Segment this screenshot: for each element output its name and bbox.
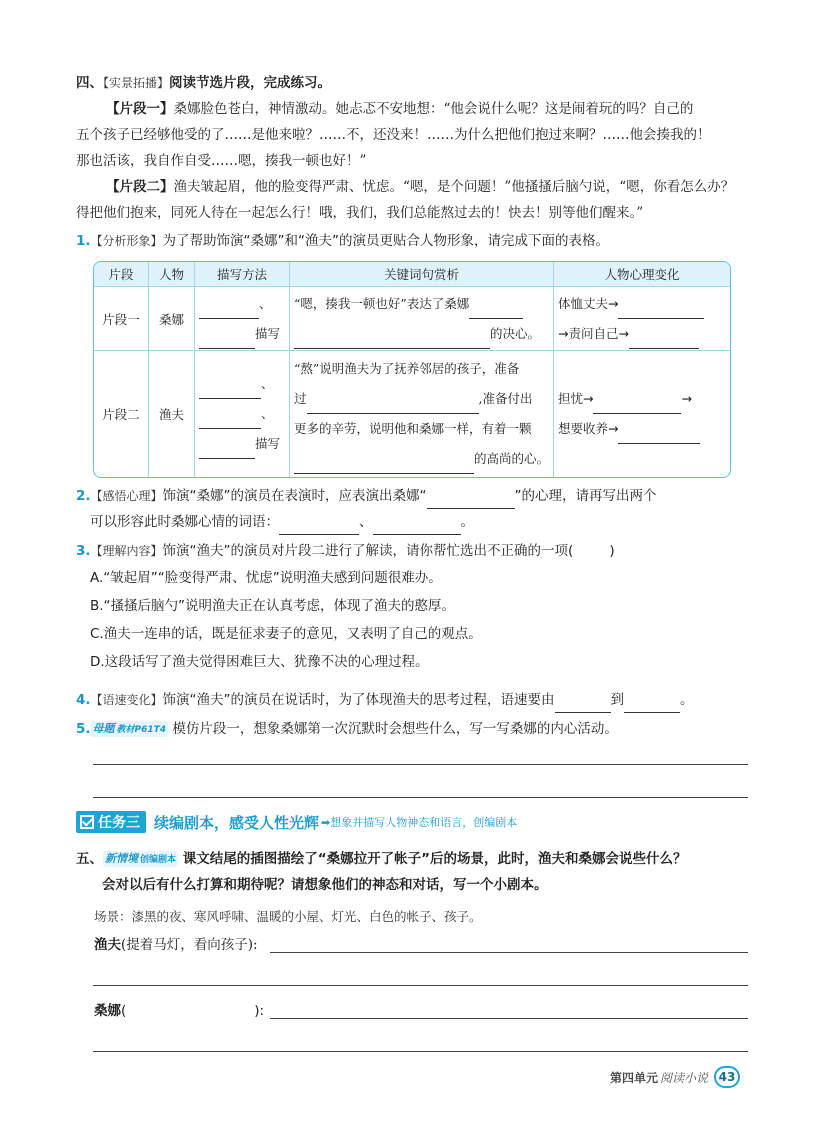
answer-blank[interactable]: [624, 697, 680, 713]
analysis-text: 的决心。: [490, 325, 541, 341]
question-number: 3.: [76, 543, 91, 559]
fragment-one-line: 五个孩子已经够他受的了……是他来啦？……不，还没来！……为什么把他们抱过来啊？……他会揍我的！: [76, 127, 711, 143]
answer-blank[interactable]: [629, 333, 699, 349]
answer-blank[interactable]: [618, 428, 700, 444]
analysis-cell: [290, 287, 554, 351]
analysis-text: 过: [294, 391, 307, 406]
answer-blank[interactable]: [279, 519, 359, 535]
writing-line[interactable]: [270, 952, 748, 953]
mind-cell: [554, 351, 730, 477]
question-5: [76, 716, 618, 742]
page-footer: [610, 1066, 740, 1088]
answer-blank[interactable]: [294, 333, 490, 349]
table-row: [94, 351, 730, 477]
unit-label: 第四单元: [610, 1070, 659, 1085]
question-text: 模仿片段一，想象桑娜第一次沉默时会想些什么，写一写桑娜的内心活动。: [172, 721, 618, 737]
question-1: [76, 228, 609, 254]
task3-label-box: [76, 811, 146, 833]
section-text: 会对以后有什么打算和期待呢？请想象他们的神态和对话，写一个小剧本。: [102, 877, 548, 893]
method-suffix: 描写: [255, 325, 281, 341]
question-text: 饰演“桑娜”的演员在表演时，应表演出桑娜“: [162, 488, 427, 504]
section-text: 课文结尾的插图描绘了“桑娜拉开了帐子”后的场景，此时，渔夫和桑娜会说些什么？: [182, 851, 687, 867]
section-number: 五、: [76, 851, 103, 867]
task3-banner: [76, 811, 517, 833]
badge-sub: 创编剧本: [140, 855, 177, 865]
answer-blank[interactable]: [199, 413, 261, 429]
question-number: 1.: [76, 233, 91, 249]
method-cell: [195, 287, 290, 351]
answer-blank[interactable]: [593, 398, 681, 414]
sangna-line: [94, 998, 264, 1024]
mind-cell: [554, 287, 730, 351]
mind-text: →责问自己→: [558, 325, 629, 341]
writing-line[interactable]: [93, 1051, 748, 1052]
question-number: 5.: [76, 721, 91, 737]
question-tag: 【语速变化】: [90, 693, 163, 707]
answer-blank[interactable]: [618, 303, 704, 319]
table-header: 人物: [149, 262, 195, 287]
answer-blank[interactable]: [307, 398, 479, 414]
analysis-cell: [290, 351, 554, 477]
punctuation: ): [609, 543, 615, 559]
table-header: 描写方法: [195, 262, 290, 287]
writing-line[interactable]: [93, 985, 748, 986]
task3-subtitle: ➡想象并描写人物神态和语言，创编剧本: [321, 816, 518, 829]
section-tag: 【实景拓播】: [103, 76, 170, 90]
table-header-row: [94, 262, 730, 287]
section4-heading: [76, 70, 331, 96]
answer-blank[interactable]: [427, 493, 515, 509]
badge-ref: 教材P61T4: [116, 725, 167, 735]
sangna-label: 桑娜: [94, 1003, 121, 1019]
table-header: 片段: [94, 262, 149, 287]
writing-line[interactable]: [93, 764, 748, 765]
method-cell: [195, 351, 290, 477]
answer-blank[interactable]: [294, 458, 474, 474]
fragment-two-label: 【片段二】: [106, 179, 174, 195]
person-cell: 桑娜: [149, 287, 195, 351]
question-3: [76, 538, 615, 676]
fragment-one-label: 【片段一】: [106, 101, 174, 117]
question-text: 饰演“渔夫”的演员在说话时，为了体现渔夫的思考过程，语速要由: [162, 692, 555, 708]
question-text: 为了帮助饰演“桑娜”和“渔夫”的演员更贴合人物形象，请完成下面的表格。: [162, 233, 610, 249]
table-header: 人物心理变化: [554, 262, 730, 287]
separator: 、: [359, 514, 373, 530]
analysis-text: “嗯，揍我一顿也好”表达了桑娜: [294, 295, 470, 311]
method-suffix: 描写: [255, 436, 281, 451]
answer-blank[interactable]: [199, 383, 261, 399]
fragment-two-line: 得把他们抱来，同死人待在一起怎么行！哦，我们，我们总能熬过去的！快去！别等他们醒来。”: [76, 205, 644, 221]
mind-text: 体恤丈夫→: [558, 295, 619, 311]
question-text: 可以形容此时桑娜心情的词语：: [90, 514, 279, 530]
mind-text: →: [681, 391, 692, 406]
unit-name: 阅读小说: [660, 1070, 709, 1085]
mind-text: 担忧→: [558, 391, 594, 406]
question-2: [76, 483, 657, 535]
answer-blank[interactable]: [199, 443, 255, 459]
analysis-text: “熬”说明渔夫为了抚养邻居的孩子，准备: [294, 361, 520, 376]
person-cell: 渔夫: [149, 351, 195, 477]
answer-blank[interactable]: [373, 519, 461, 535]
question-text: 饰演“渔夫”的演员对片段二进行了解读，请你帮忙选出不正确的一项(: [162, 543, 574, 559]
question-tag: 【理解内容】: [90, 544, 163, 558]
option-d[interactable]: D.这段话写了渔夫觉得困难巨大、犹豫不决的心理过程。: [90, 654, 429, 670]
character-analysis-table: [93, 261, 731, 478]
separator: 、: [261, 406, 274, 421]
mother-question-badge: [91, 721, 169, 737]
fisher-line: [94, 932, 258, 958]
answer-blank[interactable]: [199, 303, 259, 319]
task3-label: 任务三: [98, 815, 140, 831]
check-icon: [80, 815, 94, 829]
question-number: 4.: [76, 692, 91, 708]
punctuation: ):: [254, 1003, 265, 1019]
analysis-text: 更多的辛劳，说明他和桑娜一样，有着一颗: [294, 421, 532, 436]
answer-blank[interactable]: [469, 303, 523, 319]
question-number: 2.: [76, 488, 91, 504]
fragment-one-line: 那也活该，我自作自受……嗯，揍我一顿也好！”: [76, 153, 367, 169]
fragment-cell: 片段二: [94, 351, 149, 477]
fisher-label: 渔夫: [94, 937, 121, 953]
fragment-cell: 片段一: [94, 287, 149, 351]
question-tag: 【分析形象】: [90, 234, 163, 248]
writing-line[interactable]: [270, 1018, 748, 1019]
separator: 、: [261, 376, 274, 391]
fragment-one: [76, 96, 756, 174]
punctuation: (: [121, 1003, 127, 1019]
punctuation: 。: [460, 514, 474, 530]
badge-text: 新情境: [105, 852, 138, 865]
section-instruction: 阅读节选片段，完成练习。: [169, 75, 332, 91]
separator: 、: [259, 295, 272, 311]
section-number: 四、: [76, 75, 103, 91]
table-header: 关键词句赏析: [290, 262, 554, 287]
option-b[interactable]: B.“搔搔后脑勺”说明渔夫正在认真考虑，体现了渔夫的憨厚。: [90, 598, 456, 614]
badge-text: 母题: [92, 722, 115, 735]
fragment-two: [76, 174, 756, 226]
punctuation: 。: [680, 692, 694, 708]
fragment-two-line: 渔夫皱起眉，他的脸变得严肃、忧虑。“嗯，是个问题！”他搔搔后脑勺说，“嗯，你看怎么办？: [173, 179, 735, 195]
answer-blank[interactable]: [555, 697, 611, 713]
fragment-one-line: 桑娜脸色苍白，神情激动。她忐忑不安地想：“他会说什么呢？这是闹着玩的吗？自己的: [173, 101, 694, 117]
question-text: 到: [610, 692, 625, 708]
table-row: [94, 287, 730, 351]
new-context-badge: [103, 851, 178, 867]
scene-description: 场景：漆黑的夜、寒风呼啸、温暖的小屋、灯光、白色的帐子、孩子。: [94, 909, 482, 924]
answer-blank[interactable]: [199, 333, 255, 349]
question-text: ”的心理，请再写出两个: [514, 488, 657, 504]
question-tag: 【感悟心理】: [90, 489, 163, 503]
writing-line[interactable]: [93, 797, 748, 798]
analysis-text: ,准备付出: [478, 391, 533, 406]
fisher-direction: (提着马灯，看向孩子):: [121, 937, 258, 953]
option-a[interactable]: A.“皱起眉”“脸变得严肃、忧虑”说明渔夫感到问题很难办。: [90, 570, 442, 586]
analysis-text: 的高尚的心。: [474, 451, 550, 466]
mind-text: 想要收养→: [558, 421, 619, 436]
option-c[interactable]: C.渔夫一连串的话，既是征求妻子的意见，又表明了自己的观点。: [90, 626, 482, 642]
page-number: 43: [714, 1066, 740, 1088]
question-4: [76, 687, 694, 713]
task3-title: 续编剧本，感受人性光辉: [154, 813, 320, 832]
section5: [76, 846, 686, 930]
